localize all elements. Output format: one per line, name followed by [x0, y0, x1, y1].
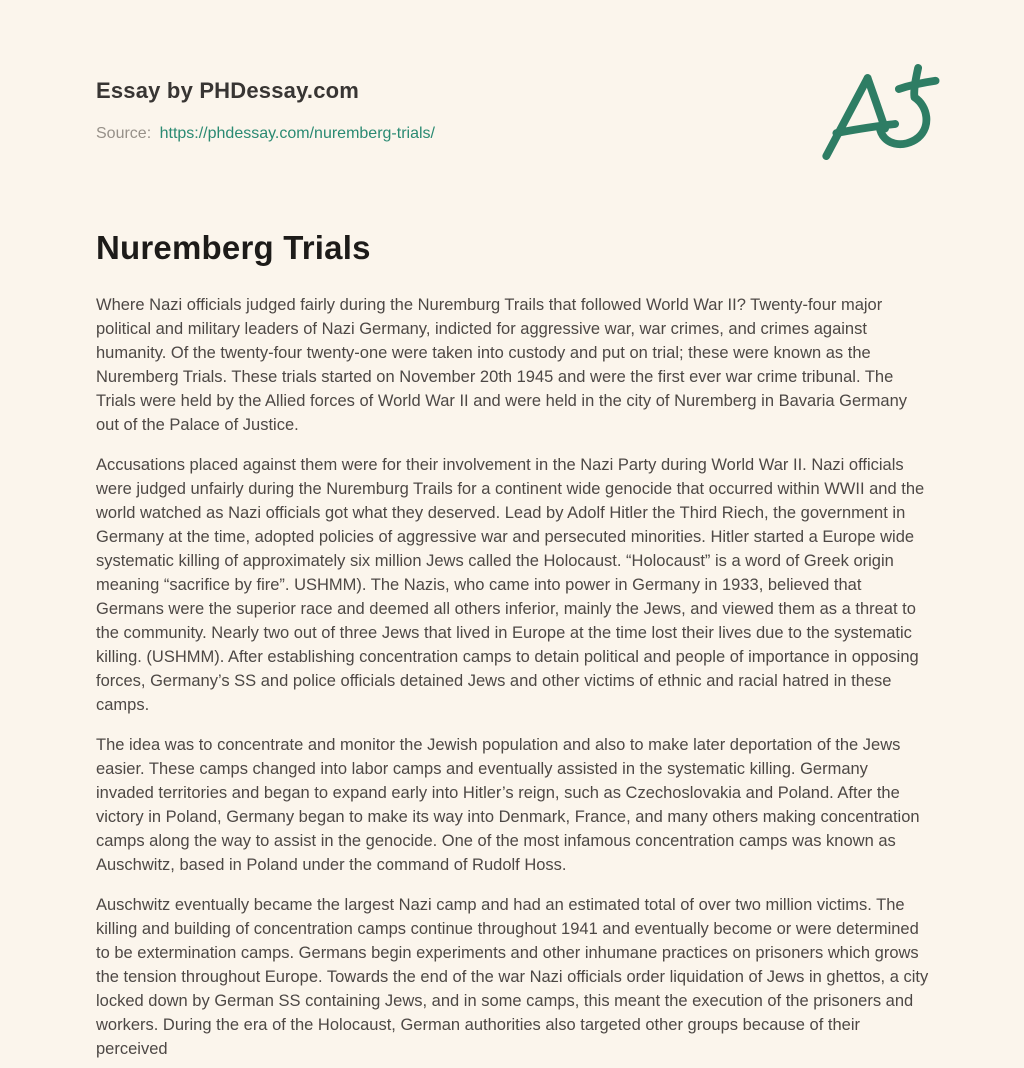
source-label: Source:: [96, 125, 152, 142]
essay-body: [96, 293, 930, 1061]
essay-paragraph: Accusations placed against them were for their involvement in the Nazi Party during World War II. Nazi officials were judged unfairly during the Nuremburg Trails for a continent wide genocide that occurred within WWII and the world watched as Nazi officials got what they deserved. Lead by Adolf Hitler the Third Riech, the government in Germany at the time, adopted policies of aggressive war and persecuted minorities. Hitler started a Europe wide systematic killing of approximately six million Jews called the Holocaust. “Holocaust” is a word of Greek origin meaning “sacrifice by fire”. USHMM). The Nazis, who came into power in Germany in 1933, believed that Germans were the superior race and deemed all others inferior, mainly the Jews, and viewed them as a threat to the community. Nearly two out of three Jews that lived in Europe at the time lost their lives due to the systematic killing. (USHMM). After establishing concentration camps to detain political and people of importance in opposing forces, Germany’s SS and police officials detained Jews and other victims of ethnic and racial hatred in these camps.: [96, 456, 925, 714]
source-line: [96, 125, 930, 143]
source-link[interactable]: https://phdessay.com/nuremberg-trials/: [159, 125, 435, 142]
a-plus-logo-icon: [818, 60, 942, 164]
essay-title: Nuremberg Trials: [96, 229, 371, 266]
essay-content: [96, 229, 930, 1061]
page-header: [96, 0, 930, 143]
essay-paragraph: Auschwitz eventually became the largest Nazi camp and had an estimated total of over two million victims. The killing and building of concentration camps continue throughout 1941 and eventually become or were determined to be extermination camps. Germans begin experiments and other inhumane practices on prisoners which grows the tension throughout Europe. Towards the end of the war Nazi officials order liquidation of Jews in ghettos, a city locked down by German SS containing Jews, and in some camps, this meant the execution of the prisoners and workers. During the era of the Holocaust, German authorities also targeted other groups because of their perceived: [96, 896, 929, 1058]
essay-paragraph: The idea was to concentrate and monitor the Jewish population and also to make later deportation of the Jews easier. These camps changed into labor camps and eventually assisted in the systematic killing. Germany invaded territories and began to expand early into Hitler’s reign, such as Czechoslovakia and Poland. After the victory in Poland, Germany began to make its way into Denmark, France, and many others making concentration camps along the way to assist in the genocide. One of the most infamous concentration camps was known as Auschwitz, based in Poland under the command of Rudolf Hoss.: [96, 736, 920, 874]
site-title: Essay by PHDessay.com: [96, 78, 360, 103]
essay-paragraph: Where Nazi officials judged fairly during the Nuremburg Trails that followed World War II? Twenty-four major political and military leaders of Nazi Germany, indicted for aggressive war, war crimes, and crimes against humanity. Of the twenty-four twenty-one were taken into custody and put on trial; these were known as the Nuremberg Trials. These trials started on November 20th 1945 and were the first ever war crime tribunal. The Trials were held by the Allied forces of World War II and were held in the city of Nuremberg in Bavaria Germany out of the Palace of Justice.: [96, 296, 907, 434]
